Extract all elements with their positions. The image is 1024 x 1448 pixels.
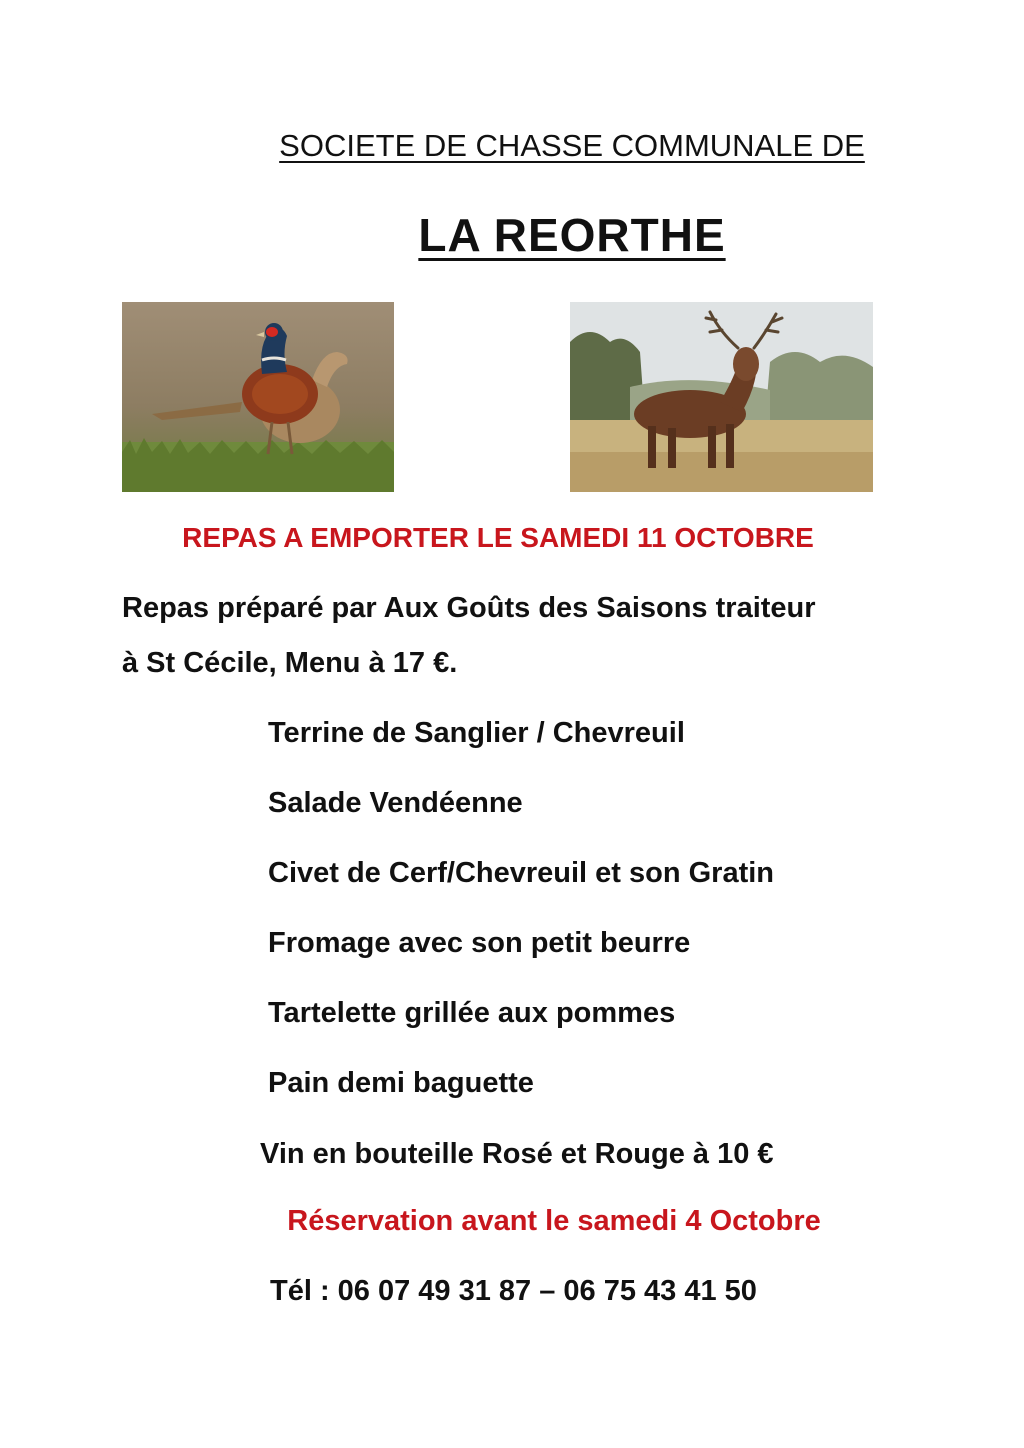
menu-item-pain: Pain demi baguette	[268, 1067, 534, 1099]
intro-line-1: Repas préparé par Aux Goûts des Saisons traiteur	[122, 592, 816, 624]
menu-item-terrine: Terrine de Sanglier / Chevreuil	[268, 717, 685, 749]
event-title: REPAS A EMPORTER LE SAMEDI 11 OCTOBRE	[182, 522, 814, 553]
menu-item-salade: Salade Vendéenne	[268, 787, 523, 819]
society-heading: SOCIETE DE CHASSE COMMUNALE DE	[279, 128, 865, 163]
town-title: LA REORTHE	[418, 209, 726, 261]
wine-line: Vin en bouteille Rosé et Rouge à 10 €	[260, 1138, 774, 1170]
stag-illustration	[570, 302, 873, 492]
intro-line-2: à St Cécile, Menu à 17 €.	[122, 647, 458, 679]
pheasant-illustration	[122, 302, 394, 492]
menu-item-civet: Civet de Cerf/Chevreuil et son Gratin	[268, 857, 775, 889]
stag-photo	[570, 302, 873, 492]
menu-item-tartelette: Tartelette grillée aux pommes	[268, 997, 676, 1029]
pheasant-photo	[122, 302, 394, 492]
phone-numbers: Tél : 06 07 49 31 87 – 06 75 43 41 50	[270, 1275, 757, 1307]
menu-item-fromage: Fromage avec son petit beurre	[268, 927, 691, 959]
reservation-deadline: Réservation avant le samedi 4 Octobre	[287, 1205, 821, 1237]
